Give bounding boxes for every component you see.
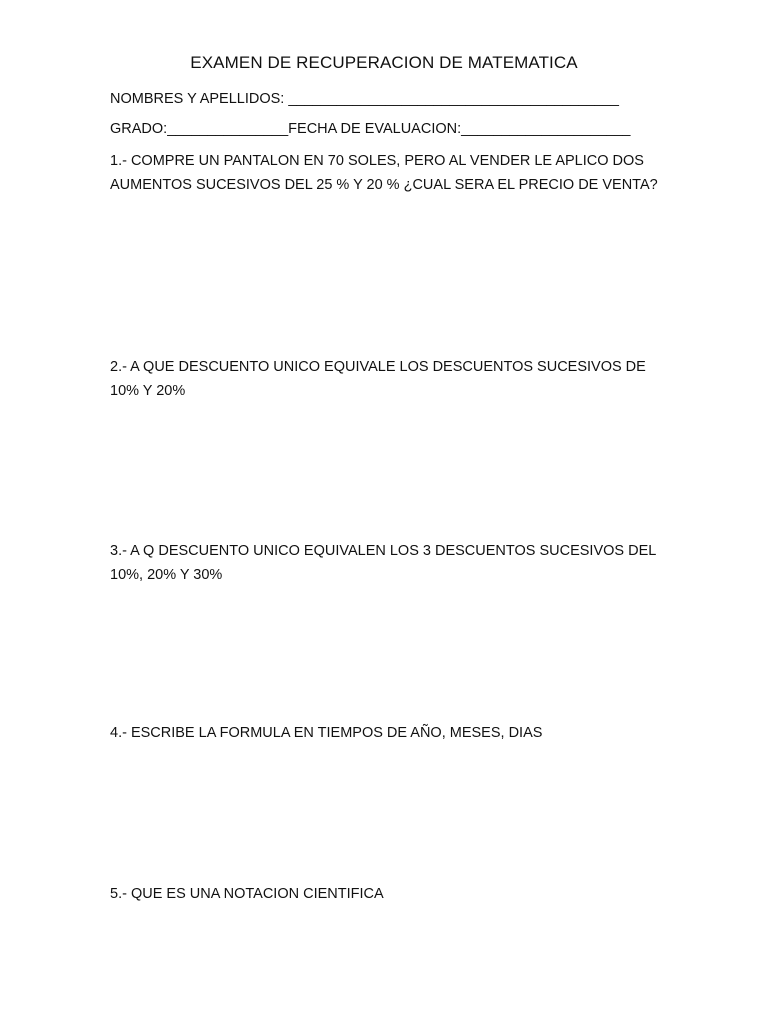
question-5: 5.- QUE ES UNA NOTACION CIENTIFICA xyxy=(110,886,384,902)
page-title: EXAMEN DE RECUPERACION DE MATEMATICA xyxy=(190,53,578,72)
question-4: 4.- ESCRIBE LA FORMULA EN TIEMPOS DE AÑO, MESES, DIAS xyxy=(110,725,543,741)
question-2: 2.- A QUE DESCUENTO UNICO EQUIVALE LOS DESCUENTOS SUCESIVOS DE 10% Y 20% xyxy=(110,359,646,399)
question-3: 3.- A Q DESCUENTO UNICO EQUIVALEN LOS 3 DESCUENTOS SUCESIVOS DEL 10%, 20% Y 30% xyxy=(110,543,656,583)
question-1: 1.- COMPRE UN PANTALON EN 70 SOLES, PERO AL VENDER LE APLICO DOS AUMENTOS SUCESIVOS DEL 25 % Y 20 % ¿CUAL SERA EL PRECIO DE VENTA? xyxy=(110,153,658,193)
grade-date-field-line: GRADO:_______________FECHA DE EVALUACION:_____________________ xyxy=(110,121,631,137)
name-field-line: NOMBRES Y APELLIDOS: _________________________________________ xyxy=(110,91,620,107)
